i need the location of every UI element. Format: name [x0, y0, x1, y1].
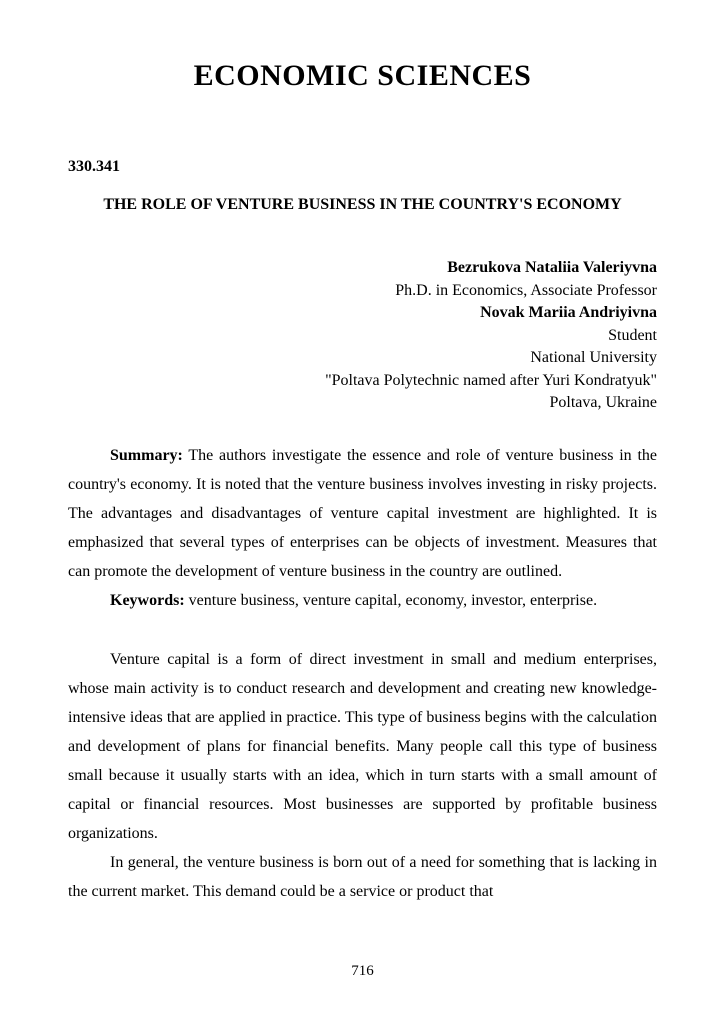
body-paragraph: In general, the venture business is born out of a need for something that is lacking in the current market. This demand could be a service or product that [68, 853, 657, 900]
author-affiliation: "Poltava Polytechnic named after Yuri Kondratyuk" [325, 371, 657, 389]
summary-text: The authors investigate the essence and role of venture business in the country's economy. It is noted that the venture business involves investing in risky projects. The advantages and disadvantages of venture capital investment are highlighted. It is emphasized that several types of enterprises can be objects of investment. Measures that can promote the development of venture business in the country are outlined. [68, 446, 657, 580]
summary-label: Summary: [110, 446, 183, 464]
author-location: Poltava, Ukraine [549, 394, 657, 411]
udc-number: 330.341 [68, 158, 120, 175]
page-number: 716 [351, 963, 374, 979]
author-block [68, 257, 657, 415]
author-affiliation: National University [530, 349, 657, 366]
author-name: Bezrukova Nataliia Valeriyvna [447, 259, 657, 276]
summary-paragraph [68, 441, 657, 586]
keywords-text: venture business, venture capital, economy, investor, enterprise. [188, 591, 598, 609]
keywords-paragraph [68, 586, 657, 615]
author-degree: Ph.D. in Economics, Associate Professor [395, 281, 657, 299]
author-role: Student [608, 326, 657, 344]
article-title: THE ROLE OF VENTURE BUSINESS IN THE COUNTRY'S ECONOMY [103, 196, 622, 213]
body-paragraph: Venture capital is a form of direct investment in small and medium enterprises, whose main activity is to conduct research and development and creating new knowledge-intensive ideas that are applied in practice. This type of business begins with the calculation and development of plans for financial benefits. Many people call this type of business small because it usually starts with an idea, which in turn starts with a small amount of capital or financial resources. Most businesses are supported by profitable business organizations. [68, 650, 657, 842]
section-title: ECONOMIC SCIENCES [193, 59, 532, 92]
keywords-label: Keywords: [110, 591, 185, 609]
author-name: Novak Mariia Andriyivna [480, 304, 657, 321]
